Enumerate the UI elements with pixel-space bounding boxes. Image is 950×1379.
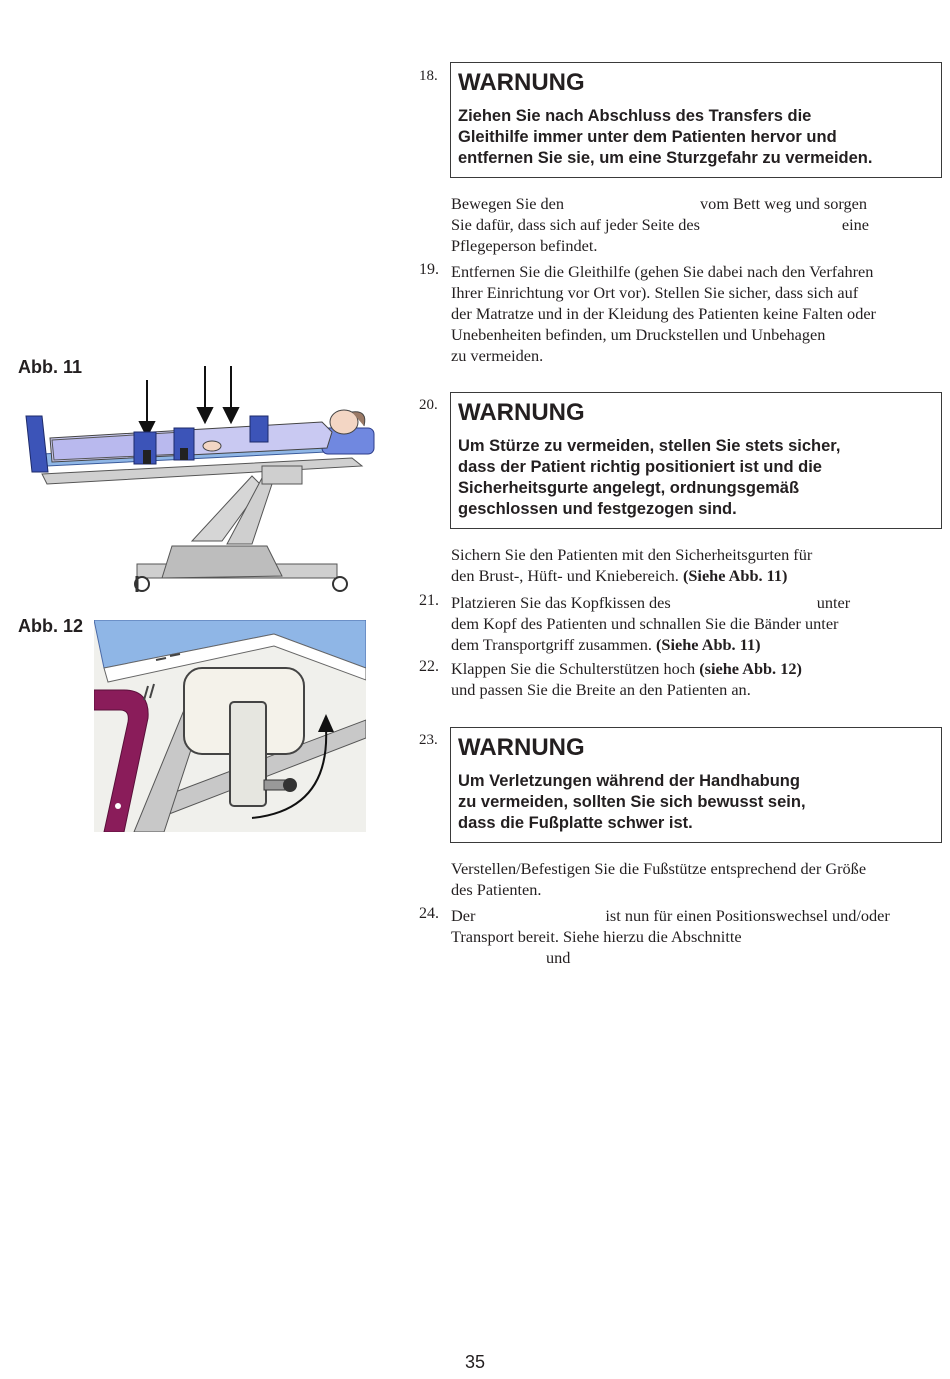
text-segment: Platzieren Sie das Kopfkissen des (451, 593, 671, 612)
text-line: Entfernen Sie die Gleithilfe (gehen Sie dabei nach den Verfahren (451, 262, 874, 281)
text-line: des Patienten. (451, 880, 542, 899)
figure-label-abb12: Abb. 12 (18, 616, 84, 636)
warning-text-line: Gleithilfe immer unter dem Patienten hervor und (458, 128, 837, 146)
figure-abb12-illustration (94, 620, 366, 832)
paragraph-step20 (451, 544, 943, 586)
warning-title: WARNUNG (458, 399, 585, 426)
text-line: Unebenheiten befinden, um Druckstellen und Unbehagen (451, 325, 826, 344)
warning-box (450, 727, 942, 843)
text-segment: eine (841, 215, 870, 234)
warning-text-line: Um Verletzungen während der Handhabung (458, 772, 800, 790)
warning-text-line: entfernen Sie sie, um eine Sturzgefahr zu vermeiden. (458, 149, 873, 167)
text-line: Verstellen/Befestigen Sie die Fußstütze entsprechend der Größe (451, 859, 867, 878)
warning-text-line: dass der Patient richtig positioniert ist und die (458, 458, 822, 476)
warning-text-line: Ziehen Sie nach Abschluss des Transfers die (458, 107, 812, 125)
text-line: der Matratze und in der Kleidung des Patienten keine Falten oder (451, 304, 876, 323)
paragraph-step19 (451, 261, 943, 366)
figure-label-abb11: Abb. 11 (18, 357, 83, 377)
step-number: 19. (419, 261, 439, 278)
text-segment: Der (451, 906, 476, 925)
warning-box (450, 62, 942, 178)
paragraph-step22 (451, 658, 943, 700)
text-segment: Klappen Sie die Schulterstützen hoch (451, 659, 696, 678)
text-segment: unter (816, 593, 851, 612)
warning-text-line: geschlossen und festgezogen sind. (458, 500, 737, 518)
page-number: 35 (464, 1352, 486, 1372)
paragraph-step18 (451, 193, 943, 256)
text-segment: den Brust-, Hüft- und Kniebereich. (451, 566, 679, 585)
warning-text-line: dass die Fußplatte schwer ist. (458, 814, 693, 832)
figure-abb11-illustration (22, 366, 382, 594)
warning-box (450, 392, 942, 529)
paragraph-step24 (451, 905, 943, 968)
step-number: 18. (419, 68, 438, 84)
paragraph-step23 (451, 858, 943, 900)
step-number: 20. (419, 397, 438, 413)
figure-reference: (Siehe Abb. 11) (682, 566, 788, 585)
text-line: Pflegeperson befindet. (451, 236, 598, 255)
text-segment: und (546, 948, 571, 967)
step-number: 24. (419, 905, 439, 922)
step-number: 22. (419, 658, 439, 675)
warning-text-line: Sicherheitsgurte angelegt, ordnungsgemäß (458, 479, 800, 497)
text-segment: dem Transportgriff zusammen. (451, 635, 652, 654)
text-segment: vom Bett weg und sorgen (700, 194, 868, 213)
text-segment: Bewegen Sie den (451, 194, 565, 213)
text-line: Ihrer Einrichtung vor Ort vor). Stellen Sie sicher, dass sich auf (451, 283, 859, 302)
text-line: Sichern Sie den Patienten mit den Sicherheitsgurten für (451, 545, 813, 564)
warning-title: WARNUNG (458, 734, 585, 761)
step-number: 23. (419, 732, 438, 748)
text-line: zu vermeiden. (451, 346, 544, 365)
text-segment: Sie dafür, dass sich auf jeder Seite des (451, 215, 700, 234)
warning-title: WARNUNG (458, 69, 585, 96)
figure-reference: (siehe Abb. 12) (699, 659, 802, 678)
text-line: und passen Sie die Breite an den Patienten an. (451, 680, 751, 699)
warning-text-line: Um Stürze zu vermeiden, stellen Sie stets sicher, (458, 437, 841, 455)
text-line: dem Kopf des Patienten und schnallen Sie die Bänder unter (451, 614, 839, 633)
step-number: 21. (419, 592, 439, 609)
text-segment: ist nun für einen Positionswechsel und/oder (605, 906, 890, 925)
warning-text-line: zu vermeiden, sollten Sie sich bewusst sein, (458, 793, 806, 811)
paragraph-step21 (451, 592, 943, 655)
figure-reference: (Siehe Abb. 11) (656, 635, 761, 654)
text-line: Transport bereit. Siehe hierzu die Abschnitte (451, 927, 742, 946)
